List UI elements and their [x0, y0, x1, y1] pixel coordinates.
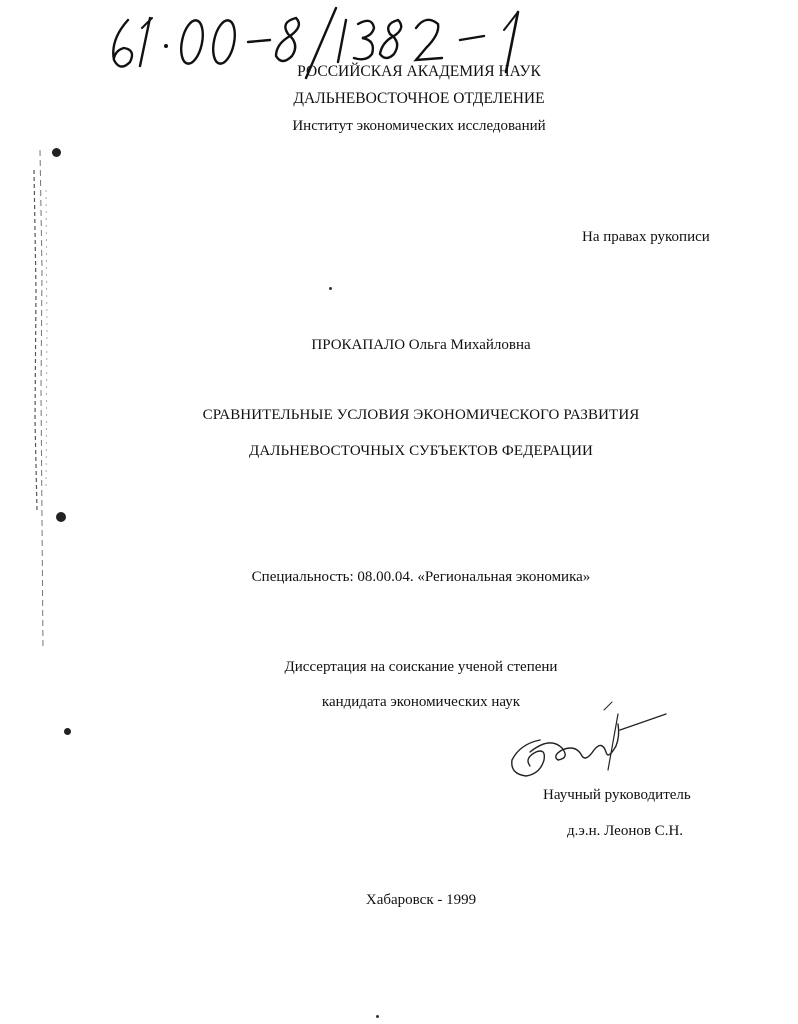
scan-speck — [376, 1015, 379, 1018]
title-line-2: ДАЛЬНЕВОСТОЧНЫХ СУБЪЕКТОВ ФЕДЕРАЦИИ — [249, 443, 593, 459]
dissertation-line-1: Диссертация на соискание ученой степени — [284, 659, 558, 675]
punch-hole-mark — [64, 728, 71, 735]
supervisor-name: д.э.н. Леонов С.Н. — [567, 823, 684, 839]
specialty: Специальность: 08.00.04. «Региональная экономика» — [251, 569, 591, 585]
title-line-1: СРАВНИТЕЛЬНЫЕ УСЛОВИЯ ЭКОНОМИЧЕСКОГО РАЗВИТИЯ — [202, 407, 640, 423]
scan-edge-artifact — [28, 90, 68, 790]
punch-hole-mark — [52, 148, 61, 157]
place-year: Хабаровск - 1999 — [365, 892, 477, 908]
org-line-1: РОССИЙСКАЯ АКАДЕМИЯ НАУК — [297, 63, 541, 80]
manuscript-rights: На правах рукописи — [582, 229, 710, 245]
scan-speck — [329, 287, 332, 290]
punch-hole-mark — [56, 512, 66, 522]
dissertation-line-2: кандидата экономических наук — [321, 694, 521, 710]
supervisor-label: Научный руководитель — [543, 787, 691, 803]
handwritten-signature — [500, 700, 680, 790]
org-line-2: ДАЛЬНЕВОСТОЧНОЕ ОТДЕЛЕНИЕ — [293, 90, 545, 107]
author-name: ПРОКАПАЛО Ольга Михайловна — [311, 337, 531, 353]
institute-name: Институт экономических исследований — [292, 118, 546, 134]
